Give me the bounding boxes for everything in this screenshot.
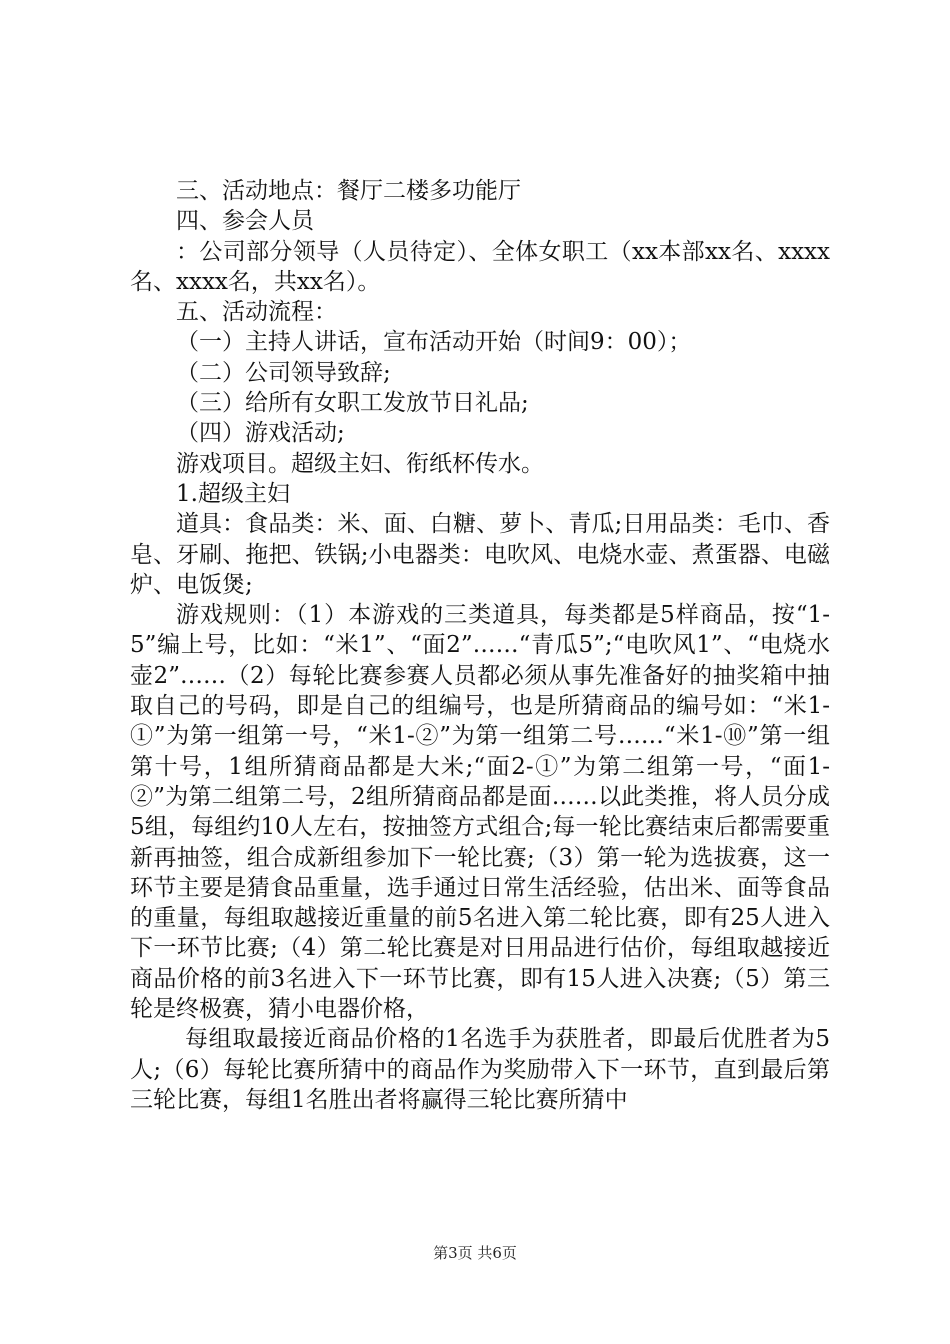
paragraph-super-housewife-heading: 1.超级主妇 <box>176 480 290 507</box>
document-body <box>130 176 830 1115</box>
paragraph-process-step-1: （一）主持人讲话，宣布活动开始（时间9：00）； <box>176 329 692 356</box>
paragraph-process-step-3: （三）给所有女职工发放节日礼品; <box>176 390 529 417</box>
paragraph-attendees-list: ：公司部分领导（人员待定）、全体女职工（xx本部xx名、xxxx名、xxxx名，共xx名）。 <box>130 238 830 295</box>
paragraph-activity-location: 三、活动地点：餐厅二楼多功能厅 <box>176 178 521 204</box>
paragraph-game-rules-continued: 每组取最接近商品价格的1名选手为获胜者，即最后优胜者为5人;（6）每轮比赛所猜中的商品作为奖励带入下一环节，直到最后第三轮比赛，每组1名胜出者将赢得三轮比赛所猜中 <box>130 1026 830 1113</box>
paragraph-game-items: 游戏项目。超级主妇、衔纸杯传水。 <box>176 450 544 477</box>
paragraph-process-step-2: （二）公司领导致辞; <box>176 359 391 386</box>
paragraph-process-step-4: （四）游戏活动; <box>176 420 345 447</box>
paragraph-process-heading: 五、活动流程： <box>176 299 337 326</box>
paragraph-attendees-heading: 四、参会人员 <box>176 208 314 235</box>
page-number-footer: 第3页 共6页 <box>433 1244 517 1262</box>
paragraph-props: 道具：食品类：米、面、白糖、萝卜、青瓜;日用品类：毛巾、香皂、牙刷、拖把、铁锅;小电器类：电吹风、电烧水壶、煮蛋器、电磁炉、电饭煲; <box>130 511 830 598</box>
paragraph-game-rules: 游戏规则：（1）本游戏的三类道具，每类都是5样商品，按“1-5”编上号，比如：“米1”、“面2”……“青瓜5”;“电吹风1”、“电烧水壶2”……（2）每轮比赛参赛人员都必须从事先准备好的抽奖箱中抽取自己的号码，即是自己的组编号，也是所猜商品的编号如：“米1-①”为第一组第一号，“米1-②”为第一组第二号……“米1-⑩”第一组第十号，1组所猜商品都是大米;“面2-①”为第二组第一号，“面1-②”为第二组第二号，2组所猜商品都是面……以此类推，将人员分成5组，每组约10人左右，按抽签方式组合;每一轮比赛结束后都需要重新再抽签，组合成新组参加下一轮比赛;（3）第一轮为选拔赛，这一环节主要是猜食品重量，选手通过日常生活经验，估出米、面等食品的重量，每组取越接近重量的前5名进入第二轮比赛，即有25人进入下一环节比赛;（4）第二轮比赛是对日用品进行估价，每组取越接近商品价格的前3名进入下一环节比赛，即有15人进入决赛;（5）第三轮是终极赛，猜小电器价格， <box>130 602 830 1023</box>
